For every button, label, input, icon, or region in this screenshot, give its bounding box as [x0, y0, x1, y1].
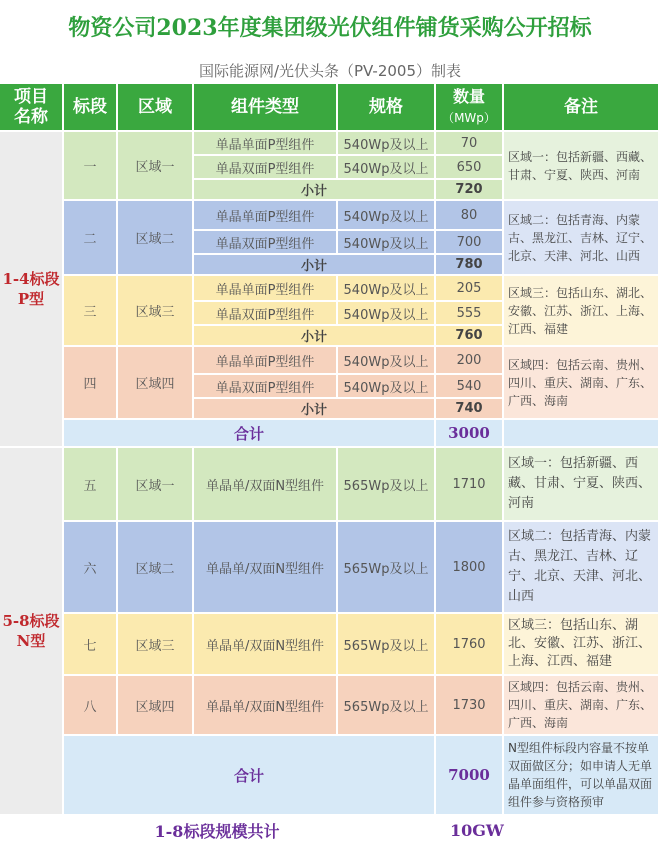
section-no: 五: [64, 448, 118, 522]
module-type: 单晶单/双面N型组件: [194, 614, 338, 676]
header-section: 标段: [64, 84, 118, 132]
module-type: 单晶双面P型组件: [194, 231, 338, 255]
table-row: [0, 132, 660, 156]
section-region: 区域四: [118, 676, 194, 736]
section-note: 区域二：包括青海、内蒙古、黑龙江、吉林、辽宁、北京、天津、河北、山西: [504, 522, 660, 614]
section-region: 区域三: [118, 614, 194, 676]
module-spec: 540Wp及以上: [338, 231, 436, 255]
module-type: 单晶单面P型组件: [194, 132, 338, 156]
project-n-type: 5-8标段 N型: [0, 448, 64, 816]
total-row-p: [0, 420, 660, 448]
section-note: 区域一：包括新疆、西藏、甘肃、宁夏、陕西、河南: [504, 132, 660, 201]
subtotal-label: 小计: [194, 326, 436, 347]
section-no: 二: [64, 201, 118, 276]
module-spec: 540Wp及以上: [338, 375, 436, 399]
section-note: 区域四：包括云南、贵州、四川、重庆、湖南、广东、广西、海南: [504, 347, 660, 420]
section-no: 三: [64, 276, 118, 347]
module-qty: 1730: [436, 676, 504, 736]
section-note: 区域三：包括山东、湖北、安徽、江苏、浙江、上海、江西、福建: [504, 614, 660, 676]
section-region: 区域三: [118, 276, 194, 347]
module-spec: 565Wp及以上: [338, 676, 436, 736]
module-qty: 650: [436, 156, 504, 180]
section-region: 区域一: [118, 132, 194, 201]
section-region: 区域四: [118, 347, 194, 420]
total-label: 合计: [64, 736, 436, 816]
section-no: 八: [64, 676, 118, 736]
module-qty: 555: [436, 302, 504, 326]
module-spec: 540Wp及以上: [338, 347, 436, 375]
project-p-type: 1-4标段 P型: [0, 132, 64, 448]
section-note: 区域一：包括新疆、西藏、甘肃、宁夏、陕西、河南: [504, 448, 660, 522]
table-row: [0, 522, 660, 614]
section-note: 区域三：包括山东、湖北、安徽、江苏、浙江、上海、江西、福建: [504, 276, 660, 347]
module-spec: 540Wp及以上: [338, 201, 436, 231]
subtotal-value: 740: [436, 399, 504, 420]
module-qty: 70: [436, 132, 504, 156]
page-subtitle: 国际能源网/光伏头条（PV-2005）制表: [198, 61, 462, 80]
subtotal-label: 小计: [194, 180, 436, 201]
module-type: 单晶双面P型组件: [194, 156, 338, 180]
section-note: 区域四：包括云南、贵州、四川、重庆、湖南、广东、广西、海南: [504, 676, 660, 736]
header-project: 项目 名称: [0, 84, 64, 132]
section-note: 区域二：包括青海、内蒙古、黑龙江、吉林、辽宁、北京、天津、河北、山西: [504, 201, 660, 276]
table-row: [0, 448, 660, 522]
subtotal-value: 760: [436, 326, 504, 347]
section-region: 区域二: [118, 201, 194, 276]
table-row: [0, 201, 660, 231]
module-qty: 1710: [436, 448, 504, 522]
subtotal-value: 780: [436, 255, 504, 276]
module-spec: 565Wp及以上: [338, 522, 436, 614]
module-type: 单晶双面P型组件: [194, 302, 338, 326]
module-type: 单晶单面P型组件: [194, 347, 338, 375]
grand-total-row: [0, 816, 660, 844]
module-type: 单晶单/双面N型组件: [194, 448, 338, 522]
total-note-empty: [504, 420, 660, 448]
module-spec: 540Wp及以上: [338, 302, 436, 326]
module-type: 单晶单/双面N型组件: [194, 676, 338, 736]
header-qty: 数量 （MWp）: [436, 84, 504, 132]
module-spec: 565Wp及以上: [338, 448, 436, 522]
module-qty: 80: [436, 201, 504, 231]
table-row: [0, 676, 660, 736]
total-label: 合计: [64, 420, 436, 448]
table-row: [0, 347, 660, 375]
bid-table: [0, 84, 660, 844]
module-spec: 565Wp及以上: [338, 614, 436, 676]
total-row-n: [0, 736, 660, 816]
module-type: 单晶单/双面N型组件: [194, 522, 338, 614]
header-note: 备注: [504, 84, 660, 132]
page-title: 物资公司2023年度集团级光伏组件铺货采购公开招标: [68, 14, 592, 41]
section-region: 区域二: [118, 522, 194, 614]
total-value: 3000: [436, 420, 504, 448]
section-no: 四: [64, 347, 118, 420]
subtotal-value: 720: [436, 180, 504, 201]
grand-total-value: 10GW: [436, 816, 660, 844]
module-qty: 540: [436, 375, 504, 399]
module-qty: 1760: [436, 614, 504, 676]
section-no: 六: [64, 522, 118, 614]
section-no: 七: [64, 614, 118, 676]
module-spec: 540Wp及以上: [338, 156, 436, 180]
module-spec: 540Wp及以上: [338, 132, 436, 156]
grand-total-label: 1-8标段规模共计: [0, 816, 436, 844]
total-value: 7000: [436, 736, 504, 816]
header-spec: 规格: [338, 84, 436, 132]
section-region: 区域一: [118, 448, 194, 522]
header-row: [0, 84, 660, 132]
module-type: 单晶单面P型组件: [194, 276, 338, 302]
table-row: [0, 614, 660, 676]
subtotal-label: 小计: [194, 399, 436, 420]
module-spec: 540Wp及以上: [338, 276, 436, 302]
total-note: N型组件标段内容量不按单双面做区分；如申请人无单晶单面组件，可以单晶双面组件参与资格预审: [504, 736, 660, 816]
subtotal-label: 小计: [194, 255, 436, 276]
module-qty: 1800: [436, 522, 504, 614]
header-module-type: 组件类型: [194, 84, 338, 132]
section-no: 一: [64, 132, 118, 201]
module-qty: 205: [436, 276, 504, 302]
header-region: 区域: [118, 84, 194, 132]
module-type: 单晶双面P型组件: [194, 375, 338, 399]
bid-table-container: [0, 84, 660, 844]
module-qty: 200: [436, 347, 504, 375]
module-type: 单晶单面P型组件: [194, 201, 338, 231]
module-qty: 700: [436, 231, 504, 255]
table-row: [0, 276, 660, 302]
